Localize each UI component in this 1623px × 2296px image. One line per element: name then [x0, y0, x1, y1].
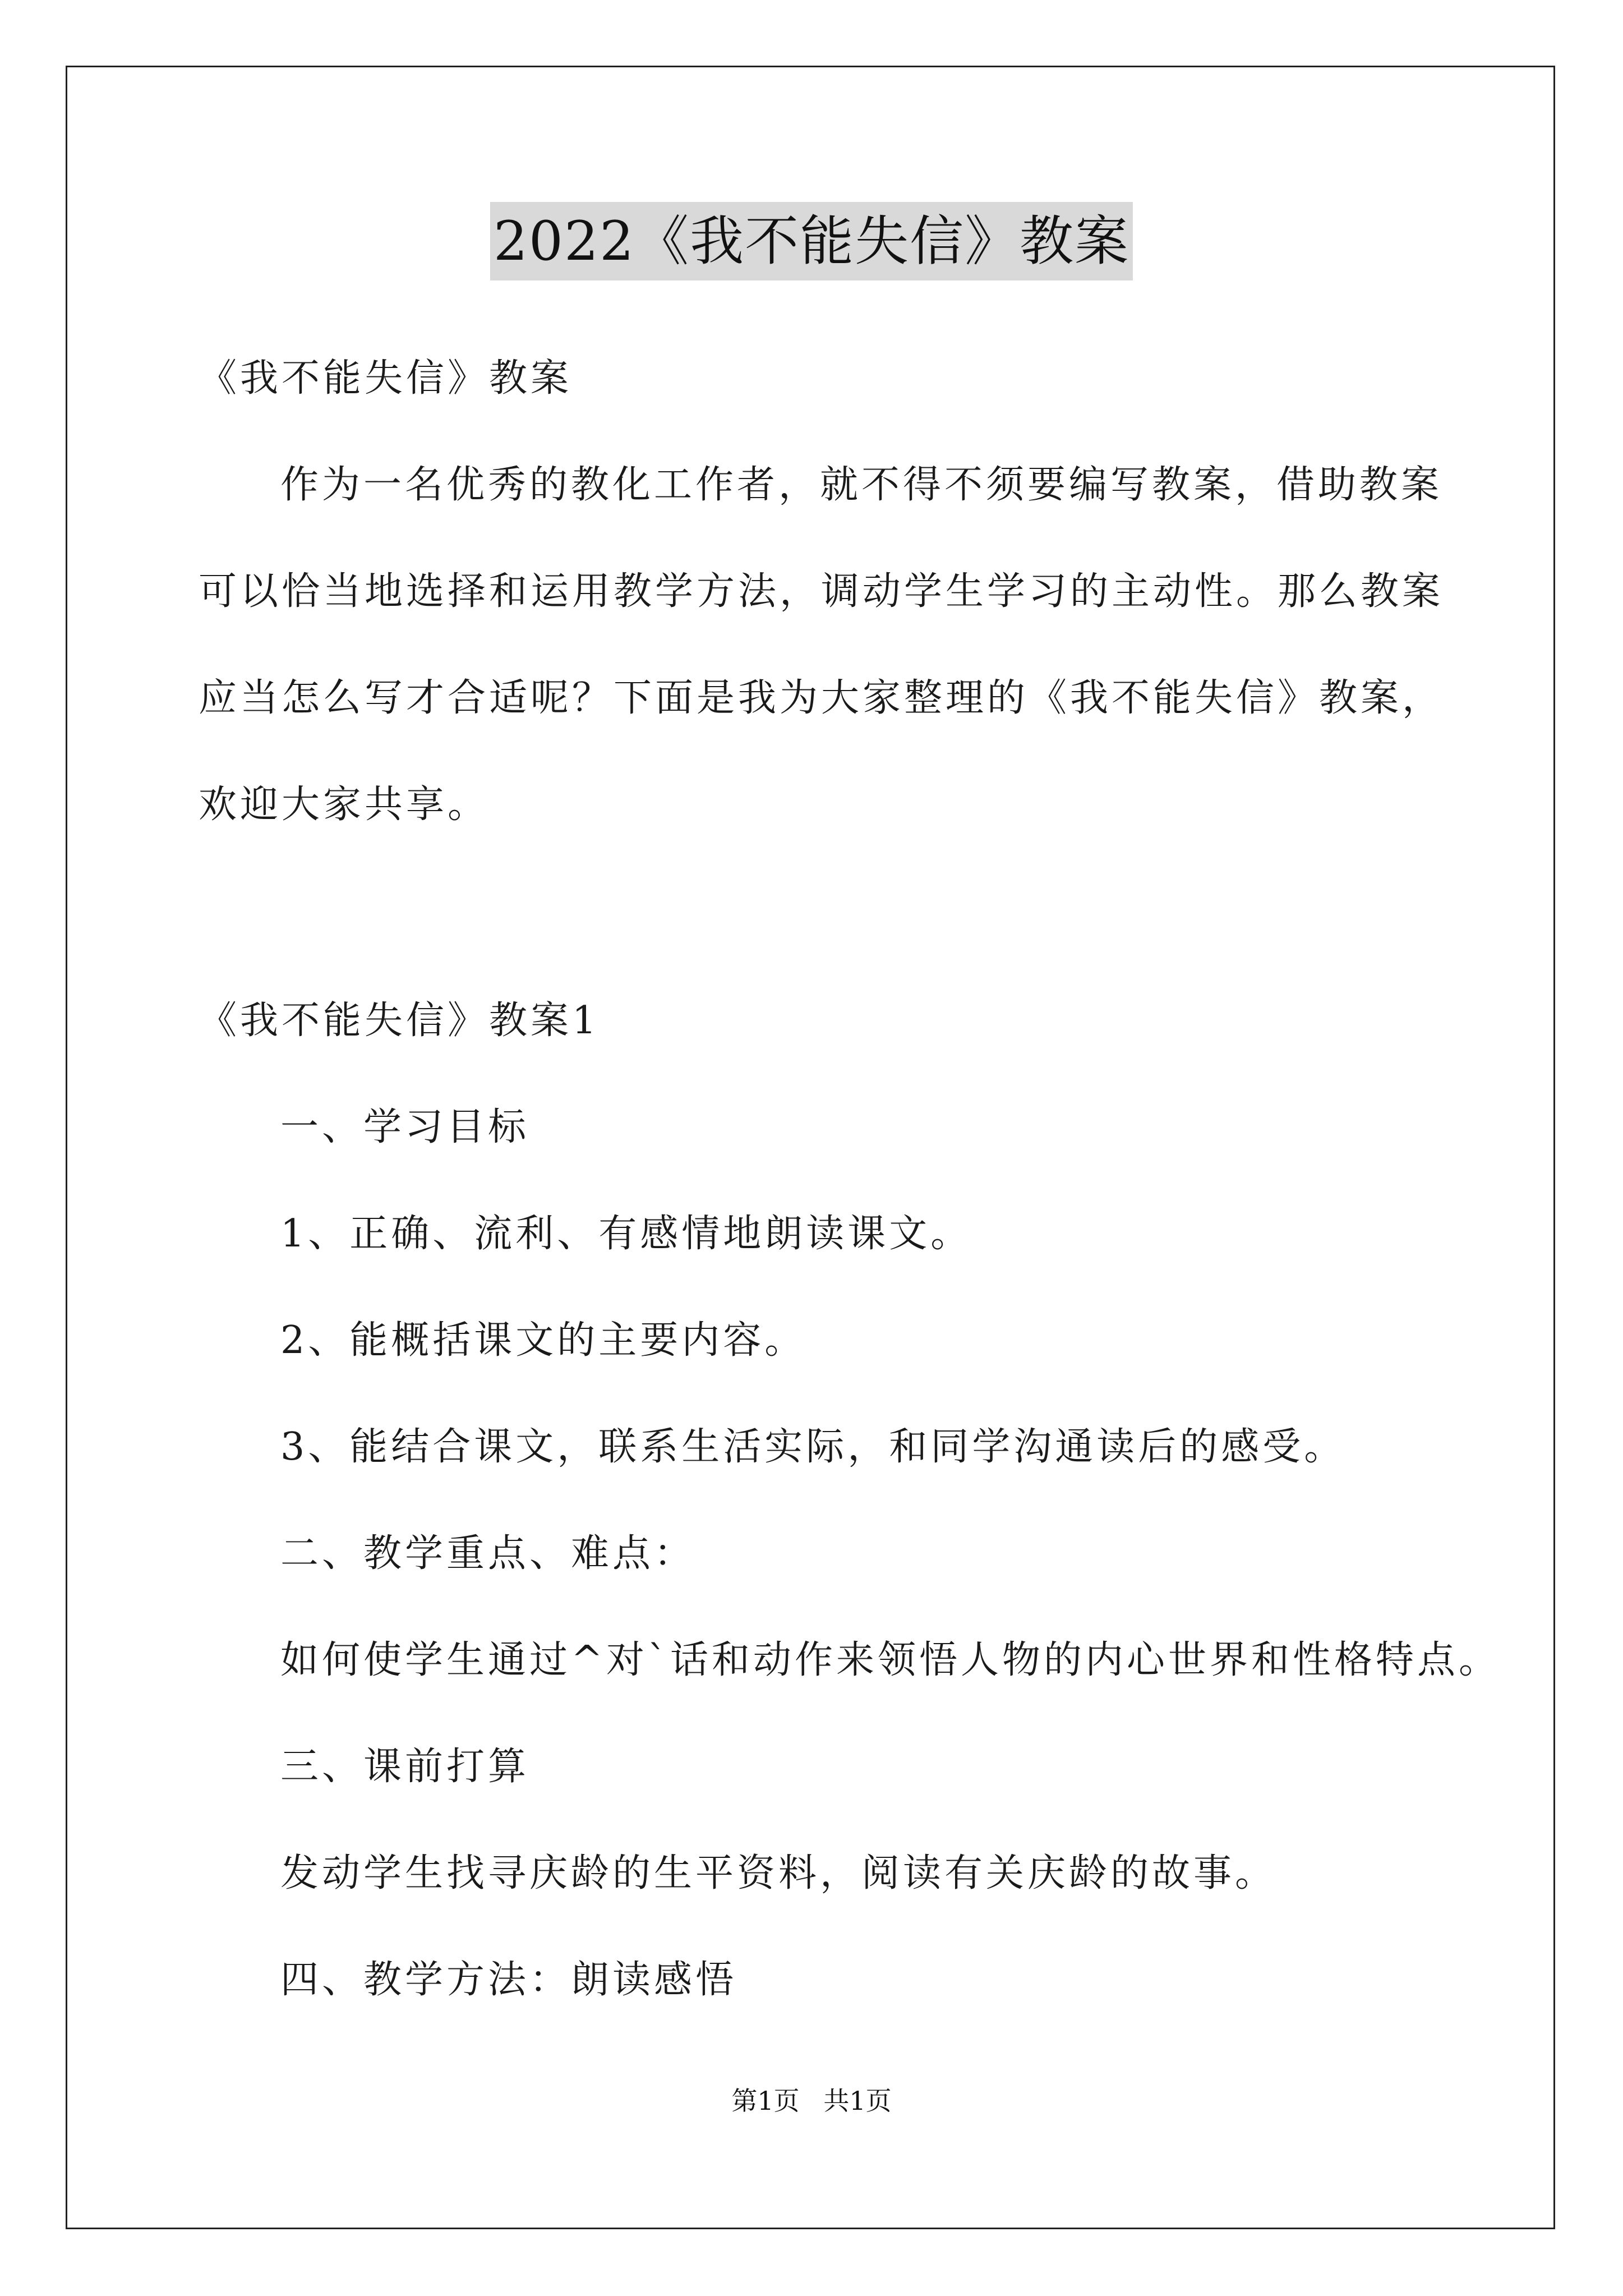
title-container — [0, 202, 1623, 280]
intro-line-4: 欢迎大家共享。 — [199, 783, 490, 827]
heading-key-points: 二、教学重点、难点： — [280, 1531, 696, 1576]
subtitle: 《我不能失信》教案 — [199, 356, 573, 401]
objective-3: 3、能结合课文，联系生活实际，和同学沟通读后的感受。 — [280, 1425, 1346, 1469]
heading-methods: 四、教学方法：朗读感悟 — [280, 1958, 737, 2002]
page-number: 第1页 — [731, 2086, 800, 2116]
preparation-text: 发动学生找寻庆龄的生平资料，阅读有关庆龄的故事。 — [280, 1851, 1277, 1895]
intro-line-2: 可以恰当地选择和运用教学方法，调动学生学习的主动性。那么教案 — [199, 569, 1444, 614]
key-points-text: 如何使学生通过^对`话和动作来领悟人物的内心世界和性格特点。 — [280, 1638, 1500, 1682]
section-heading: 《我不能失信》教案1 — [199, 999, 600, 1043]
objective-1: 1、正确、流利、有感情地朗读课文。 — [280, 1212, 972, 1256]
document-title: 2022《我不能失信》教案 — [490, 202, 1133, 280]
objective-2: 2、能概括课文的主要内容。 — [280, 1318, 806, 1363]
page-footer — [0, 2084, 1623, 2118]
heading-preparation: 三、课前打算 — [280, 1745, 530, 1789]
intro-line-3: 应当怎么写才合适呢？下面是我为大家整理的《我不能失信》教案， — [199, 676, 1444, 720]
heading-objectives: 一、学习目标 — [280, 1105, 530, 1149]
intro-line-1: 作为一名优秀的教化工作者，就不得不须要编写教案，借助教案 — [280, 463, 1443, 507]
page-total: 共1页 — [823, 2086, 892, 2116]
